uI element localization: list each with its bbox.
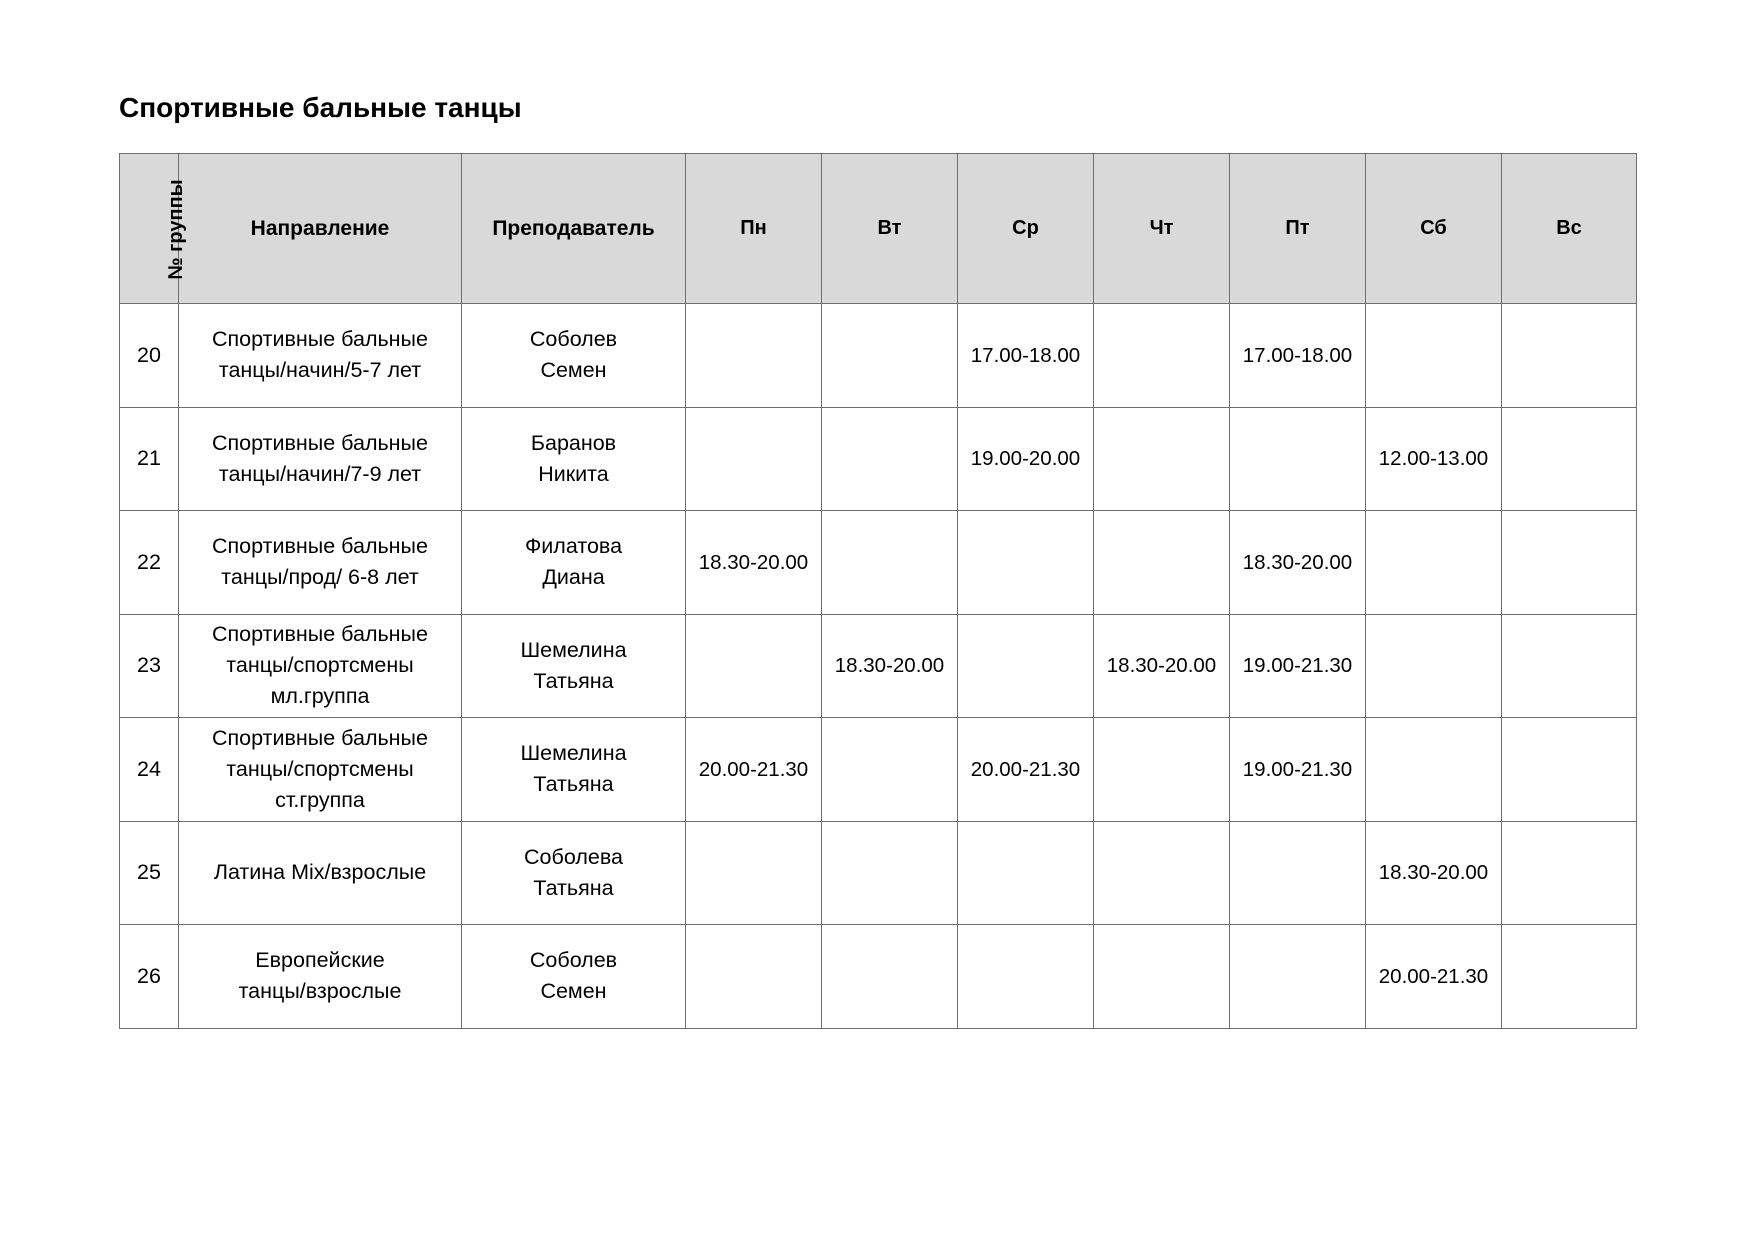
direction-cell: Спортивные бальные танцы/прод/ 6-8 лет (179, 511, 462, 615)
time-cell-mon (686, 821, 822, 925)
group-number-cell: 23 (120, 614, 179, 718)
time-cell-sun (1502, 614, 1637, 718)
direction-cell: Спортивные бальные танцы/начин/7-9 лет (179, 407, 462, 511)
header-day-mon: Пн (686, 154, 822, 304)
time-cell-tue (822, 407, 958, 511)
time-cell-wed (958, 821, 1094, 925)
teacher-cell: Шемелина Татьяна (462, 718, 686, 822)
time-cell-sun (1502, 407, 1637, 511)
time-cell-sat (1366, 718, 1502, 822)
header-day-tue: Вт (822, 154, 958, 304)
table-row (120, 304, 1637, 408)
schedule-body (120, 304, 1637, 1029)
time-cell-fri (1230, 407, 1366, 511)
group-number-cell: 24 (120, 718, 179, 822)
time-cell-tue: 18.30-20.00 (822, 614, 958, 718)
time-cell-fri (1230, 821, 1366, 925)
time-cell-fri: 17.00-18.00 (1230, 304, 1366, 408)
teacher-cell: Соболев Семен (462, 925, 686, 1029)
time-cell-wed: 19.00-20.00 (958, 407, 1094, 511)
header-day-fri: Пт (1230, 154, 1366, 304)
table-row (120, 614, 1637, 718)
time-cell-sun (1502, 821, 1637, 925)
time-cell-mon (686, 925, 822, 1029)
teacher-cell: Шемелина Татьяна (462, 614, 686, 718)
table-row (120, 821, 1637, 925)
time-cell-thu (1094, 718, 1230, 822)
header-day-wed: Ср (958, 154, 1094, 304)
direction-cell: Спортивные бальные танцы/спортсмены ст.группа (179, 718, 462, 822)
direction-cell: Спортивные бальные танцы/начин/5-7 лет (179, 304, 462, 408)
table-row (120, 925, 1637, 1029)
schedule-table (119, 153, 1637, 1029)
time-cell-mon (686, 614, 822, 718)
time-cell-fri: 19.00-21.30 (1230, 614, 1366, 718)
direction-cell: Спортивные бальные танцы/спортсмены мл.группа (179, 614, 462, 718)
header-day-sat: Сб (1366, 154, 1502, 304)
page-title: Спортивные бальные танцы (119, 92, 522, 123)
time-cell-fri (1230, 925, 1366, 1029)
time-cell-mon (686, 407, 822, 511)
time-cell-sun (1502, 511, 1637, 615)
time-cell-thu (1094, 407, 1230, 511)
time-cell-thu: 18.30-20.00 (1094, 614, 1230, 718)
time-cell-tue (822, 511, 958, 615)
teacher-cell: Филатова Диана (462, 511, 686, 615)
time-cell-tue (822, 718, 958, 822)
header-group-number-label: № группы (164, 178, 187, 280)
time-cell-sat (1366, 614, 1502, 718)
time-cell-fri: 18.30-20.00 (1230, 511, 1366, 615)
time-cell-wed (958, 614, 1094, 718)
header-teacher: Преподаватель (462, 154, 686, 304)
time-cell-sun (1502, 925, 1637, 1029)
teacher-cell: Баранов Никита (462, 407, 686, 511)
time-cell-wed: 20.00-21.30 (958, 718, 1094, 822)
direction-cell: Латина Mix/взрослые (179, 821, 462, 925)
header-day-thu: Чт (1094, 154, 1230, 304)
table-header-row (120, 154, 1637, 304)
header-day-sun: Вс (1502, 154, 1637, 304)
time-cell-wed: 17.00-18.00 (958, 304, 1094, 408)
group-number-cell: 26 (120, 925, 179, 1029)
direction-cell: Европейские танцы/взрослые (179, 925, 462, 1029)
time-cell-mon (686, 304, 822, 408)
time-cell-wed (958, 925, 1094, 1029)
group-number-cell: 22 (120, 511, 179, 615)
time-cell-tue (822, 925, 958, 1029)
time-cell-sat: 12.00-13.00 (1366, 407, 1502, 511)
time-cell-thu (1094, 821, 1230, 925)
time-cell-thu (1094, 304, 1230, 408)
table-row (120, 407, 1637, 511)
header-group-number (120, 154, 187, 304)
table-row (120, 511, 1637, 615)
time-cell-sat: 20.00-21.30 (1366, 925, 1502, 1029)
time-cell-sat (1366, 304, 1502, 408)
time-cell-wed (958, 511, 1094, 615)
time-cell-thu (1094, 511, 1230, 615)
time-cell-mon: 20.00-21.30 (686, 718, 822, 822)
time-cell-sun (1502, 304, 1637, 408)
header-direction: Направление (179, 154, 462, 304)
time-cell-tue (822, 821, 958, 925)
table-row (120, 718, 1637, 822)
teacher-cell: Соболева Татьяна (462, 821, 686, 925)
group-number-cell: 20 (120, 304, 179, 408)
group-number-cell: 25 (120, 821, 179, 925)
time-cell-sun (1502, 718, 1637, 822)
time-cell-thu (1094, 925, 1230, 1029)
time-cell-fri: 19.00-21.30 (1230, 718, 1366, 822)
time-cell-tue (822, 304, 958, 408)
group-number-cell: 21 (120, 407, 179, 511)
teacher-cell: Соболев Семен (462, 304, 686, 408)
time-cell-mon: 18.30-20.00 (686, 511, 822, 615)
time-cell-sat (1366, 511, 1502, 615)
time-cell-sat: 18.30-20.00 (1366, 821, 1502, 925)
